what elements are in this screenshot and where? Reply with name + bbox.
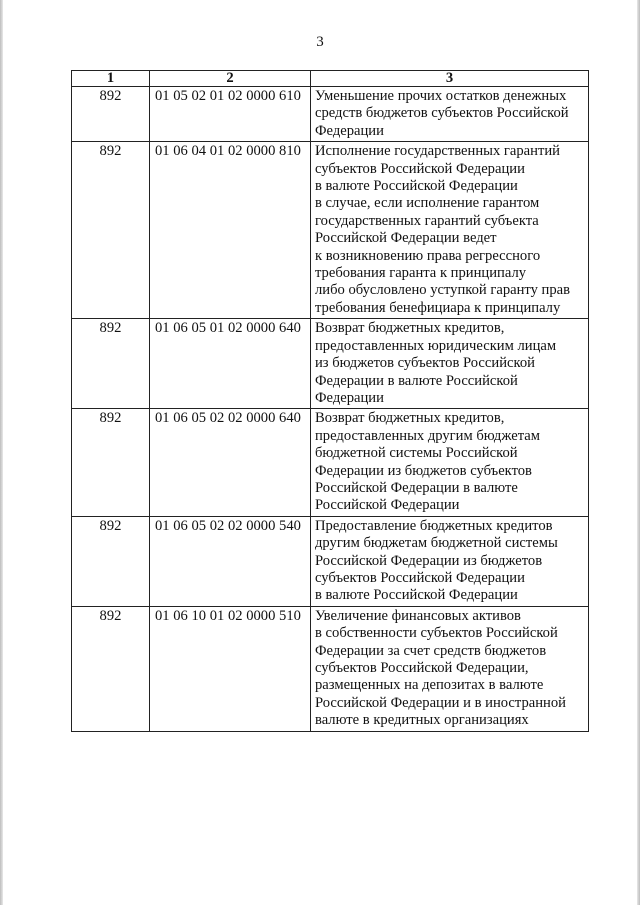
description-line: валюте в кредитных организациях [315, 712, 529, 729]
description-line: Российской Федерации из бюджетов [315, 552, 543, 569]
description-line: Исполнение государственных гарантий [315, 143, 560, 160]
admin-code-cell: 892 [72, 319, 150, 409]
description-cell [311, 409, 589, 516]
description-line: Федерации из бюджетов субъектов [315, 462, 532, 479]
description-line: Увеличение финансовых активов [315, 607, 521, 624]
description-line: в собственности субъектов Российской [315, 625, 558, 642]
table-row [72, 87, 589, 142]
budget-code-cell: 01 06 05 01 02 0000 640 [150, 319, 311, 409]
description-line: предоставленных другим бюджетам [315, 427, 540, 444]
description-cell [311, 606, 589, 731]
description-line: средств бюджетов субъектов Российской [315, 105, 569, 122]
admin-code-cell: 892 [72, 606, 150, 731]
budget-code-cell: 01 06 05 02 02 0000 540 [150, 516, 311, 606]
column-header: 1 [72, 71, 150, 87]
page-number: 3 [316, 34, 324, 50]
description-line: Российской Федерации ведет [315, 230, 497, 247]
description-line: размещенных на депозитах в валюте [315, 677, 544, 694]
description-line: Федерации за счет средств бюджетов [315, 642, 547, 659]
description-line: бюджетной системы Российской [315, 445, 518, 462]
description-line: Предоставление бюджетных кредитов [315, 517, 553, 534]
description-line: Федерации в валюте Российской [315, 372, 518, 389]
table-header-row [72, 71, 589, 87]
table-row [72, 319, 589, 409]
description-line: к возникновению права регрессного [315, 247, 541, 264]
description-line: Уменьшение прочих остатков денежных [315, 88, 567, 104]
description-line: в валюте Российской Федерации [315, 178, 518, 195]
description-line: в случае, если исполнение гарантом [315, 195, 540, 212]
description-line: субъектов Российской Федерации [315, 160, 525, 177]
description-cell [311, 142, 589, 319]
table-row [72, 516, 589, 606]
column-header: 2 [150, 71, 311, 87]
description-cell [311, 516, 589, 606]
budget-code-cell: 01 06 10 01 02 0000 510 [150, 606, 311, 731]
admin-code-cell: 892 [72, 142, 150, 319]
budget-codes-table [71, 70, 589, 732]
description-line: в валюте Российской Федерации [315, 587, 518, 604]
description-line: другим бюджетам бюджетной системы [315, 535, 558, 552]
description-line: Возврат бюджетных кредитов, [315, 320, 505, 337]
description-line: Федерации [315, 122, 384, 139]
admin-code-cell: 892 [72, 409, 150, 516]
description-line: государственных гарантий субъекта [315, 212, 539, 229]
table-row [72, 142, 589, 319]
admin-code-cell: 892 [72, 516, 150, 606]
budget-code-cell: 01 05 02 01 02 0000 610 [150, 87, 311, 142]
description-line: Российской Федерации [315, 497, 460, 514]
budget-code-cell: 01 06 04 01 02 0000 810 [150, 142, 311, 319]
description-line: субъектов Российской Федерации, [315, 660, 529, 676]
description-line: требования бенефициара к принципалу [315, 299, 561, 316]
description-line: предоставленных юридическим лицам [315, 337, 557, 354]
description-line: Российской Федерации в валюте [315, 479, 518, 496]
scan-edge-left [0, 0, 3, 905]
table-row [72, 606, 589, 731]
description-line: Российской Федерации и в иностранной [315, 694, 566, 711]
description-line: из бюджетов субъектов Российской [315, 355, 535, 372]
description-line: требования гаранта к принципалу [315, 265, 527, 282]
description-line: Федерации [315, 389, 384, 406]
table-row [72, 409, 589, 516]
description-line: либо обусловлено уступкой гаранту прав [315, 282, 571, 299]
description-line: Возврат бюджетных кредитов, [315, 410, 505, 427]
budget-code-cell: 01 06 05 02 02 0000 640 [150, 409, 311, 516]
description-cell [311, 319, 589, 409]
admin-code-cell: 892 [72, 87, 150, 142]
description-line: субъектов Российской Федерации [315, 569, 525, 586]
description-cell [311, 87, 589, 142]
column-header: 3 [311, 71, 589, 87]
